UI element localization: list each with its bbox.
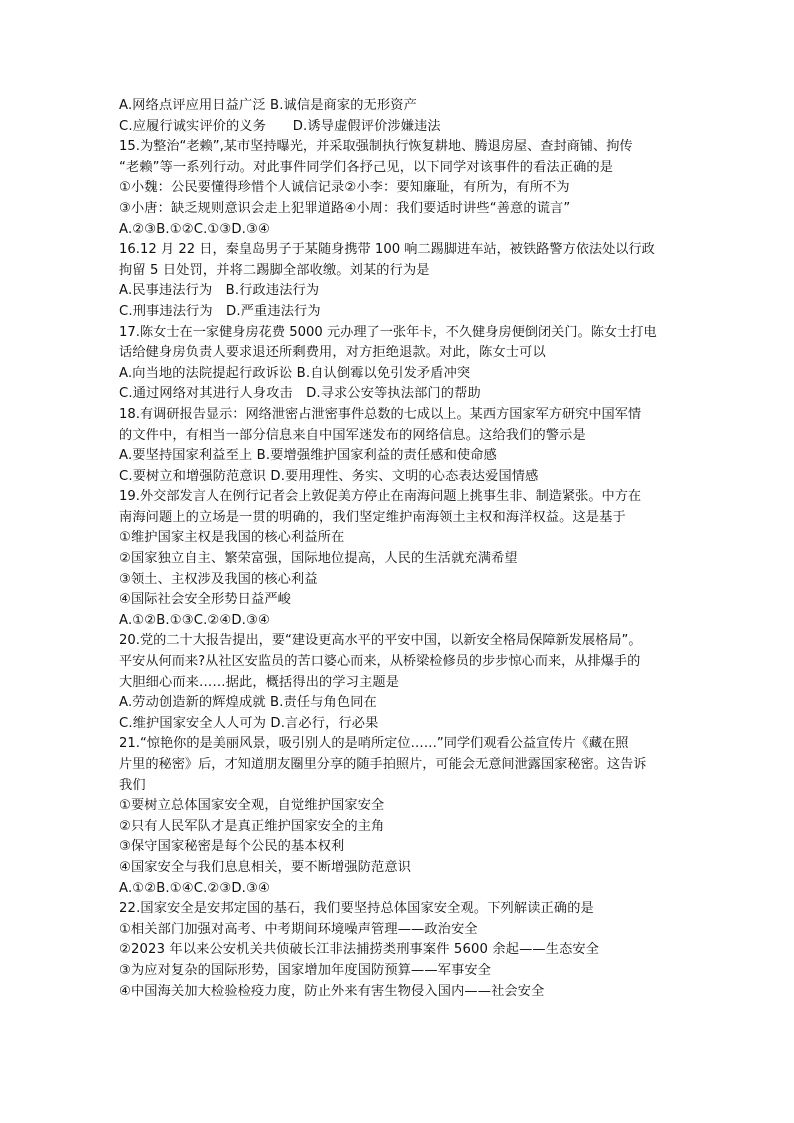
text-line: 的文件中，有相当一部分信息来自中国军迷发布的网络信息。这给我们的警示是	[119, 427, 586, 443]
question-21-stem: 21.“惊艳你的是美丽风景，吸引别人的是哨所定位……”同学们观看公益宣传片《藏在照	[119, 736, 629, 752]
answer-options: A.劳动创造新的辉煌成就 B.责任与角色同在	[119, 695, 377, 711]
question-15-stem: 15.为整治“老赖”,某市坚持曝光，并采取强制执行恢复耕地、腾退房屋、查封商铺、拘传	[119, 139, 633, 155]
question-16-stem: 16.12 月 22 日，秦皇岛男子于某随身携带 100 响二踢脚进车站，被铁路警方依法处以行政	[119, 242, 655, 258]
text-line: 南海问题上的立场是一贯的明确的，我们坚定维护南海领土主权和海洋权益。这是基于	[119, 509, 626, 525]
answer-options: C.通过网络对其进行人身攻击 D.寻求公安等执法部门的帮助	[119, 386, 481, 402]
answer-options: A.①②B.①③C.②④D.③④	[119, 612, 270, 628]
text-line: ①小魏：公民要懂得珍惜个人诚信记录②小李：要知廉耻，有所为，有所不为	[119, 180, 570, 196]
statement-item: ③为应对复杂的国际形势，国家增加年度国防预算——军事安全	[119, 962, 492, 978]
text-line: 我们	[119, 777, 146, 793]
answer-options: C.维护国家安全人人可为 D.言必行，行必果	[119, 715, 379, 731]
question-20-stem: 20.党的二十大报告提出，要“建设更高水平的平安中国，以新安全格局保障新发展格局”。	[119, 633, 642, 649]
statement-item: ④国际社会安全形势日益严峻	[119, 592, 292, 608]
text-line: 话给健身房负责人要求退还所剩费用，对方拒绝退款。对此，陈女士可以	[119, 345, 546, 361]
statement-item: ④国家安全与我们息息相关，要不断增强防范意识	[119, 859, 412, 875]
text-line: 片里的秘密》后，才知道朋友圈里分享的随手拍照片，可能会无意间泄露国家秘密。这告诉	[119, 757, 647, 772]
statement-item: ③领土、主权涉及我国的核心利益	[119, 571, 318, 587]
answer-options: A.①②B.①④C.②③D.③④	[119, 880, 270, 896]
statement-item: ①维护国家主权是我国的核心利益所在	[119, 530, 345, 546]
text-line: 大胆细心而来……据此，概括得出的学习主题是	[119, 674, 400, 690]
answer-options: A.民事违法行为 B.行政违法行为	[119, 283, 320, 299]
statement-item: ②国家独立自主、繁荣富强，国际地位提高，人民的生活就充满希望	[119, 551, 518, 567]
statement-item: ②只有人民军队才是真正维护国家安全的主角	[119, 818, 385, 834]
text-line: C.应履行诚实评价的义务 D.诱导虚假评价涉嫌违法	[119, 118, 441, 134]
text-line: 平安从何而来?从社区安监员的苦口婆心而来，从桥梁检修员的步步惊心而来，从排爆手的	[119, 654, 641, 670]
statement-item: ④中国海关加大检验检疫力度，防止外来有害生物侵入国内——社会安全	[119, 983, 545, 999]
question-17-stem: 17.陈女士在一家健身房花费 5000 元办理了一张年卡，不久健身房便倒闭关门。陈女士打电	[119, 324, 657, 340]
text-line: A.网络点评应用日益广泛 B.诚信是商家的无形资产	[119, 98, 417, 113]
text-line: 拘留 5 日处罚，并将二踢脚全部收缴。刘某的行为是	[119, 262, 430, 278]
answer-options: C.要树立和增强防范意识 D.要用理性、务实、文明的心态表达爱国情感	[119, 468, 539, 484]
statement-item: ②2023 年以来公安机关共侦破长江非法捕捞类刑事案件 5600 余起——生态安全	[119, 942, 600, 958]
answer-options: A.向当地的法院提起行政诉讼 B.自认倒霉以免引发矛盾冲突	[119, 365, 471, 381]
question-22-stem: 22.国家安全是安邦定国的基石，我们要坚持总体国家安全观。下列解读正确的是	[119, 901, 594, 917]
statement-item: ①要树立总体国家安全观，自觉维护国家安全	[119, 798, 385, 814]
statement-item: ③保守国家秘密是每个公民的基本权利	[119, 839, 345, 855]
text-line: ③小唐：缺乏规则意识会走上犯罪道路④小周：我们要适时讲些“善意的谎言”	[119, 200, 571, 216]
answer-options: A.要坚持国家利益至上 B.要增强维护国家利益的责任感和使命感	[119, 448, 497, 464]
question-19-stem: 19.外交部发言人在例行记者会上敦促美方停止在南海问题上挑事生非、制造紧张。中方在	[119, 489, 642, 505]
answer-options: C.刑事违法行为 D.严重违法行为	[119, 303, 321, 319]
text-line: “老赖”等一系列行动。对此事件同学们各抒己见，以下同学对该事件的看法正确的是	[119, 159, 614, 175]
statement-item: ①相关部门加强对高考、中考期间环境噪声管理——政治安全	[119, 921, 478, 937]
answer-options: A.②③B.①②C.①③D.③④	[119, 221, 270, 237]
question-18-stem: 18.有调研报告显示：网络泄密占泄密事件总数的七成以上。某西方国家军方研究中国军情	[119, 406, 642, 422]
document-page	[119, 96, 689, 1002]
